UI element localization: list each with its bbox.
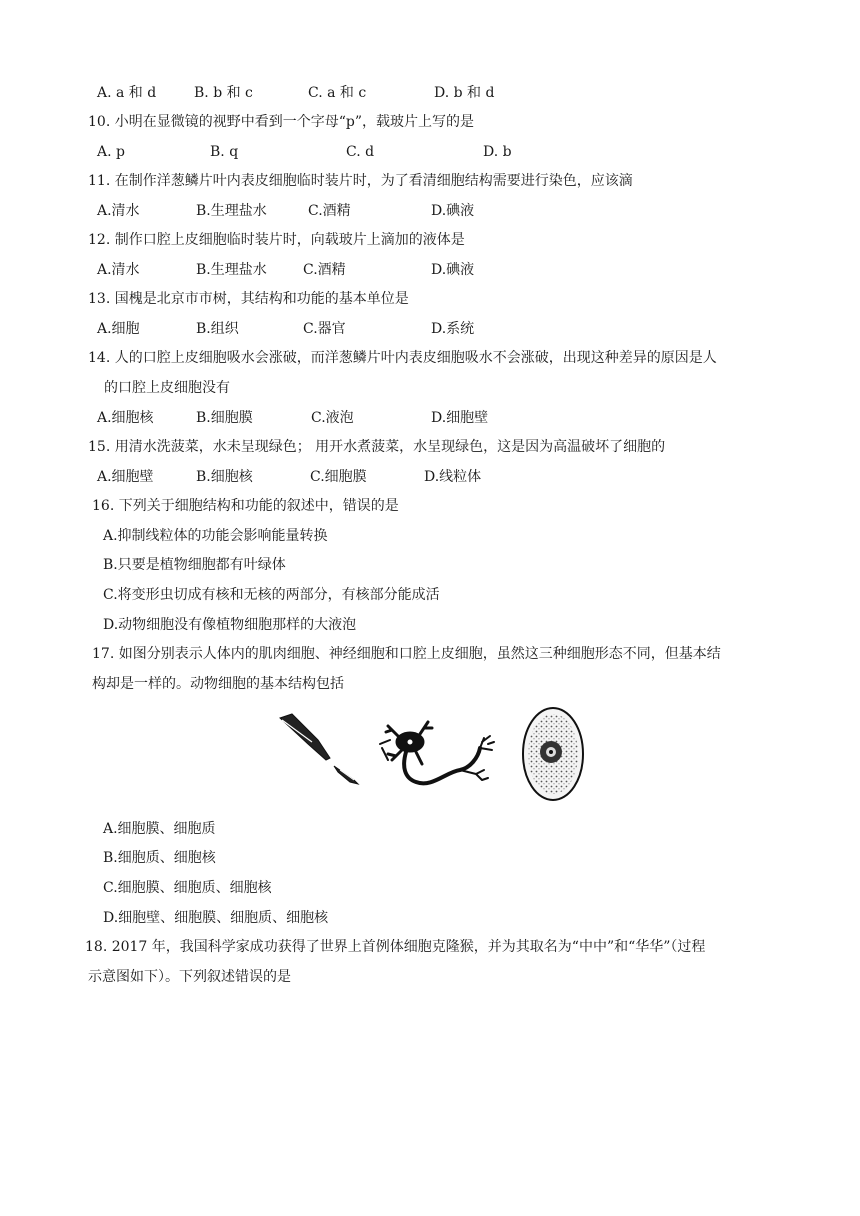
q12-stem: 12. 制作口腔上皮细胞临时装片时，向载玻片上滴加的液体是 <box>88 232 465 248</box>
q14-stem-line1: 14. 人的口腔上皮细胞吸水会涨破，而洋葱鳞片叶内表皮细胞吸水不会涨破，出现这种差异的原因是人 <box>88 350 717 366</box>
q17-option-d: D.细胞壁、细胞膜、细胞质、细胞核 <box>103 910 329 926</box>
q12-option-d: D.碘液 <box>431 262 475 278</box>
q12-option-b: B.生理盐水 <box>196 262 267 278</box>
q14-option-c: C.液泡 <box>311 410 354 426</box>
q11-option-b: B.生理盐水 <box>196 203 267 219</box>
q13-option-d: D.系统 <box>431 321 475 337</box>
q17-option-b: B.细胞质、细胞核 <box>103 850 216 866</box>
q15-option-c: C.细胞膜 <box>310 469 367 485</box>
q16-option-b: B.只要是植物细胞都有叶绿体 <box>103 557 286 573</box>
q10-option-a: A. p <box>97 144 125 160</box>
q16-option-a: A.抑制线粒体的功能会影响能量转换 <box>103 528 328 544</box>
q16-option-d: D.动物细胞没有像植物细胞那样的大液泡 <box>103 617 357 633</box>
q13-option-b: B.组织 <box>196 321 239 337</box>
q13-option-a: A.细胞 <box>97 321 140 337</box>
q9-option-d: D. b 和 d <box>434 85 495 101</box>
q18-stem-line2: 示意图如下）。下列叙述错误的是 <box>88 969 291 985</box>
q17-option-a: A.细胞膜、细胞质 <box>103 821 216 837</box>
q14-option-b: B.细胞膜 <box>196 410 253 426</box>
cell-figure <box>270 700 590 810</box>
q15-option-a: A.细胞壁 <box>97 469 154 485</box>
q12-option-a: A.清水 <box>97 262 140 278</box>
q12-option-c: C.酒精 <box>303 262 346 278</box>
q9-option-b: B. b 和 c <box>194 85 253 101</box>
q14-option-d: D.细胞壁 <box>431 410 489 426</box>
q10-option-d: D. b <box>483 144 512 160</box>
q17-stem-line1: 17. 如图分别表示人体内的肌肉细胞、神经细胞和口腔上皮细胞，虽然这三种细胞形态不同，但基本结 <box>92 646 721 662</box>
q9-option-c: C. a 和 c <box>308 85 367 101</box>
q10-option-c: C. d <box>346 144 375 160</box>
nerve-cell-image <box>380 722 494 783</box>
q11-stem: 11. 在制作洋葱鳞片叶内表皮细胞临时装片时，为了看清细胞结构需要进行染色，应该滴 <box>88 173 633 189</box>
q14-option-a: A.细胞核 <box>97 410 154 426</box>
q15-option-b: B.细胞核 <box>196 469 253 485</box>
q18-stem-line1: 18. 2017 年，我国科学家成功获得了世界上首例体细胞克隆猴，并为其取名为“中中”和“华华”（过程 <box>85 939 706 955</box>
q17-stem-line2: 构却是一样的。动物细胞的基本结构包括 <box>92 676 344 692</box>
q11-option-d: D.碘液 <box>431 203 475 219</box>
q10-option-b: B. q <box>210 144 239 160</box>
epithelial-cell-image <box>523 708 583 800</box>
q17-option-c: C.细胞膜、细胞质、细胞核 <box>103 880 272 896</box>
q11-option-a: A.清水 <box>97 203 140 219</box>
q9-option-a: A. a 和 d <box>97 85 157 101</box>
q16-option-c: C.将变形虫切成有核和无核的两部分，有核部分能成活 <box>103 587 440 603</box>
q13-stem: 13. 国槐是北京市市树，其结构和功能的基本单位是 <box>88 291 409 307</box>
q14-stem-line2: 的口腔上皮细胞没有 <box>104 380 230 396</box>
q11-option-c: C.酒精 <box>308 203 351 219</box>
muscle-cell-image <box>280 714 358 784</box>
q10-stem: 10. 小明在显微镜的视野中看到一个字母“p”，载玻片上写的是 <box>88 114 474 130</box>
q16-stem: 16. 下列关于细胞结构和功能的叙述中，错误的是 <box>92 498 399 514</box>
q15-stem: 15. 用清水洗菠菜，水未呈现绿色； 用开水煮菠菜，水呈现绿色，这是因为高温破坏了细胞的 <box>88 439 666 455</box>
q13-option-c: C.器官 <box>303 321 346 337</box>
q15-option-d: D.线粒体 <box>424 469 482 485</box>
